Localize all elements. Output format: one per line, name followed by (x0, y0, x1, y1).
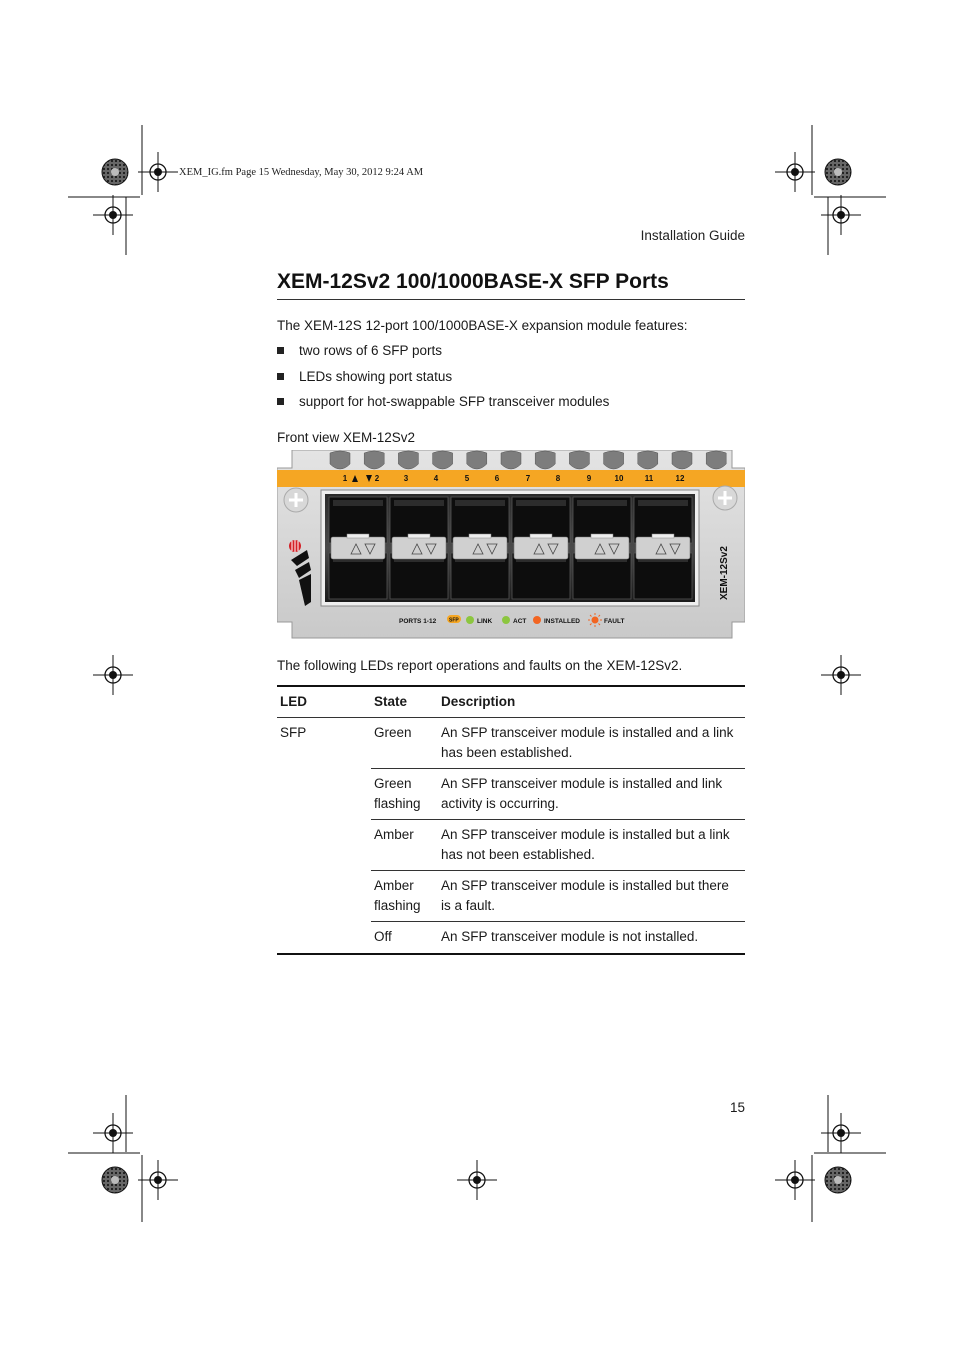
installed-led-icon (533, 616, 541, 624)
table-row (277, 871, 745, 922)
sfp-port-bottom[interactable] (390, 553, 448, 599)
figure-caption: Front view XEM-12Sv2 (277, 430, 416, 445)
led-cell: SFP (280, 725, 307, 740)
frame-info: XEM_IG.fm Page 15 Wednesday, May 30, 2012 9:24 AM (179, 167, 424, 178)
description-cell: An SFP transceiver module is installed and link activity is occurring. (438, 769, 745, 820)
port-number-label: 1 (342, 474, 348, 483)
port-number-label: 6 (494, 474, 500, 483)
act-led-icon (502, 616, 510, 624)
bullet-icon (277, 398, 284, 405)
port-number-label: 4 (433, 474, 439, 483)
led-pipe-icon (501, 451, 521, 469)
sfp-port-bottom[interactable] (451, 553, 509, 599)
led-pipe-icon (467, 451, 487, 469)
screw-left-icon (284, 488, 308, 512)
port-number-label: 2 (374, 474, 380, 483)
port-latch-icon (636, 534, 690, 559)
intro-text: The XEM-12S 12-port 100/1000BASE-X expansion module features: (277, 318, 688, 333)
legend-link: LINK (477, 618, 493, 625)
led-pipe-icon (706, 451, 726, 469)
state-cell: Green flashing (371, 769, 438, 820)
port-number-label: 10 (614, 474, 624, 483)
legend-act: ACT (513, 618, 527, 625)
port-latch-icon (331, 534, 385, 559)
legend-sfp: SFP (449, 617, 459, 624)
port-number-label: 12 (675, 474, 685, 483)
table-row (277, 922, 745, 954)
legend-fault: FAULT (604, 618, 625, 625)
bullet-item (277, 369, 452, 384)
sfp-port-bottom[interactable] (512, 553, 570, 599)
port-latch-icon (392, 534, 446, 559)
bullet-text: LEDs showing port status (299, 369, 453, 384)
state-cell: Off (371, 922, 438, 954)
state-cell: Amber flashing (371, 871, 438, 922)
table-row (277, 769, 745, 820)
led-table (277, 685, 745, 955)
legend-installed: INSTALLED (544, 618, 580, 625)
legend-ports: PORTS 1-12 (399, 618, 437, 625)
table-row (277, 718, 745, 769)
bullet-text: support for hot-swappable SFP transceiver modules (299, 394, 610, 409)
port-latch-icon (453, 534, 507, 559)
port-number-label: 9 (586, 474, 592, 483)
led-pipe-icon (535, 451, 555, 469)
header-led: LED (277, 686, 371, 718)
module-front-view (277, 450, 745, 640)
screw-right-icon (713, 486, 737, 510)
state-cell: Green (371, 718, 438, 769)
table-row (277, 820, 745, 871)
led-pipe-icon (604, 451, 624, 469)
table-header-row (277, 686, 745, 718)
bullet-icon (277, 373, 284, 380)
port-number-label: 7 (525, 474, 531, 483)
led-pipe-icon (672, 451, 692, 469)
bullet-item (277, 394, 609, 409)
description-cell: An SFP transceiver module is installed but there is a fault. (438, 871, 745, 922)
description-cell: An SFP transceiver module is installed but a link has not been established. (438, 820, 745, 871)
header-description: Description (438, 686, 745, 718)
sfp-port-bottom[interactable] (573, 553, 631, 599)
link-led-icon (466, 616, 474, 624)
state-cell: Amber (371, 820, 438, 871)
model-label: XEM-12Sv2 (719, 546, 730, 600)
running-head: Installation Guide (640, 228, 745, 243)
port-number-label: 5 (464, 474, 470, 483)
sfp-port-bottom[interactable] (634, 553, 692, 599)
led-pipe-icon (364, 451, 384, 469)
led-pipe-icon (398, 451, 418, 469)
port-latch-icon (514, 534, 568, 559)
led-pipe-icon (638, 451, 658, 469)
port-number-label: 3 (403, 474, 409, 483)
page-title: XEM-12Sv2 100/1000BASE-X SFP Ports (277, 270, 745, 300)
port-number-label: 11 (644, 474, 654, 483)
description-cell: An SFP transceiver module is not installed. (438, 922, 745, 954)
led-pipe-icon (330, 451, 350, 469)
led-intro: The following LEDs report operations and faults on the XEM-12Sv2. (277, 658, 683, 673)
bullet-icon (277, 347, 284, 354)
led-pipe-icon (569, 451, 589, 469)
description-cell: An SFP transceiver module is installed and a link has been established. (438, 718, 745, 769)
bullet-item (277, 343, 442, 358)
port-latch-icon (575, 534, 629, 559)
header-state: State (371, 686, 438, 718)
bullet-text: two rows of 6 SFP ports (299, 343, 443, 358)
sfp-port-bottom[interactable] (329, 553, 387, 599)
page-number: 15 (729, 1100, 745, 1115)
led-pipe-icon (433, 451, 453, 469)
port-number-label: 8 (555, 474, 561, 483)
